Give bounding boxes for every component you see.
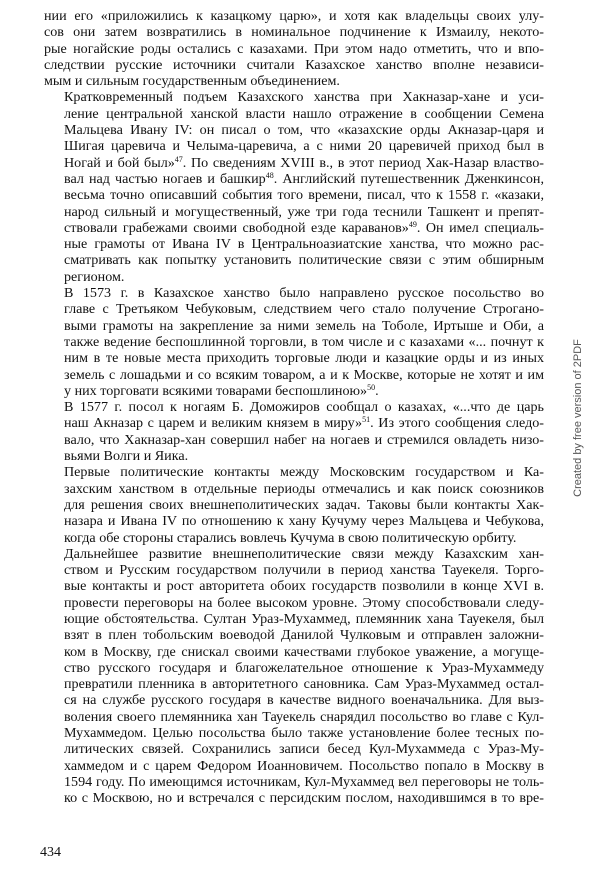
text-line: захским ханством в отдельные периоды отмечались и как поиск союзников	[64, 480, 544, 497]
text-line: ся на службе русского государя в качестве видного военачальника. Для выз-	[64, 692, 544, 709]
text-line: весьма точно описавший события того времени, писал, что к 1558 г. «казаки,	[64, 187, 544, 204]
footnote-ref: 48	[265, 170, 274, 180]
text-line: ством и Русским государством получили в период ханства Тауекеля. Торго-	[64, 562, 544, 579]
text-line: ствовали грабежами своими свободной езде караванов»$^{49}$. Он имел специаль-	[64, 219, 544, 236]
text-line: В 1573 г. в Казахское ханство было направлено русское посольство во	[64, 285, 544, 302]
text-line: вал над частью ногаев и башкир$^{48}$. Английский путешественник Дженкинсон,	[64, 170, 544, 187]
paragraph-3	[44, 285, 544, 399]
text-line: рые ногайские роды остались с казахами. При этом надо отметить, что и впо-	[44, 40, 544, 57]
text-line: провести переговоры на более высоком уровне. Этому способствовали следу-	[64, 594, 544, 611]
text-line: земель с лошадьми и со всяким товаром, а и к Москве, которые не хотят и им	[64, 366, 544, 383]
text-line: взят в плен тобольским воеводой Данилой Чулковым и отправлен заложни-	[64, 627, 544, 644]
text-line: вые контакты и рост авторитета обоих государств позволили в конце XVI в.	[64, 578, 544, 595]
text-line: ные грамоты от Ивана IV в Центральноазиатские ханства, что можно рас-	[64, 236, 544, 253]
text-line: Дальнейшее развитие внешнеполитические связи между Казахским хан-	[64, 545, 544, 562]
text-line: Мальцева Ивану IV: он писал о том, что «казахские орды Акназар-царя и	[64, 122, 544, 139]
text-line: выми грамоты на закрепление за ними земель на Тоболе, Иртыше и Оби, а	[64, 317, 544, 334]
text-line: Первые политические контакты между Московским государством и Ка-	[64, 464, 544, 481]
text-line: когда обе стороны старались вовлечь Кучума в свою политическую орбиту.	[64, 529, 517, 546]
text-line: Ногай и бой был»$^{47}$. По сведениям XVIII в., в этот период Хак-Назар властво-	[64, 154, 544, 171]
text-line: ним в те новые места приходить торговые люди и казацкие орды и из иных	[64, 350, 544, 367]
text-line: В 1577 г. посол к ногаям Б. Доможиров сообщал о казахах, «...что де царь	[64, 399, 544, 416]
text-line: регионом.	[64, 268, 125, 285]
paragraph-5	[44, 464, 544, 545]
text-line: Шигая царевича и Челыма-царевича, а с ними 20 царевичей приход был в	[64, 138, 544, 155]
paragraph-1	[44, 8, 544, 89]
text-line: для решения своих внешнеполитических задач. Таковы были контакты Хак-	[64, 496, 544, 513]
text-line: вьями Волги и Яика.	[64, 448, 189, 465]
text-line: хаммедом и с царем Федором Иоанновичем. Посольство попало в Москву в	[64, 757, 544, 774]
footnote-ref: 51	[362, 415, 371, 425]
text-line: 1594 году. По имеющимся источникам, Кул-Мухаммед вел переговоры не толь-	[64, 773, 544, 790]
text-line: воления своего племянника хан Тауекель снарядил посольство во главе с Кул-	[64, 708, 544, 725]
page-number: 434	[40, 845, 61, 860]
text-line: ющие обстоятельства. Султан Ураз-Мухаммед, племянник хана Тауекеля, был	[64, 610, 544, 627]
footnote-ref: 50	[367, 382, 376, 392]
text-line: Мухаммедом. Целью посольства было также установление более тесных по-	[64, 725, 544, 742]
text-line: сматривать как попытку установить политические связи с этим обширным	[64, 252, 544, 269]
watermark-text: Created by free version of 2PDF	[572, 339, 584, 497]
text-line: мым и сильным государственным объединением.	[44, 73, 340, 90]
text-line: вало, что Хакназар-хан совершил набег на ногаев и стремился овладеть низо-	[64, 431, 544, 448]
text-line: ко с Москвою, но и встречался с персидским послом, находившимся в то вре-	[64, 790, 544, 807]
footnote-ref: 49	[408, 219, 417, 229]
paragraph-4	[44, 399, 544, 464]
text-line: также ведение беспошлинной торговли, в том числе и с казахами «... почнут к	[64, 333, 544, 350]
text-line: сов они затем возвратились в номинальное подчинение к Измаилу, некото-	[44, 24, 544, 41]
text-line: Кратковременный подъем Казахского ханства при Хакназар-хане и уси-	[64, 89, 544, 106]
text-line: нии его «приложились к казацкому царю», и хотя как владельцы своих улу-	[44, 8, 544, 24]
paragraph-2	[44, 89, 544, 285]
text-line: наш Акназар с царем и великим князем в миру»$^{51}$. Из этого сообщения следо-	[64, 415, 544, 432]
text-line: ление центральной ханской власти нашло отражение в сообщении Семена	[64, 105, 544, 122]
text-line: ком в Москву, где снискал своими качествами глубокое уважение, а могуще-	[64, 643, 544, 660]
text-line: ство русского государя и благожелательное отношение к Ураз-Мухаммеду	[64, 659, 544, 676]
text-line: главе с Третьяком Чебуковым, следствием чего стало получение Строгано-	[64, 301, 544, 318]
text-line: народ сильный и могущественный, уже три года теснили Ташкент и препят-	[64, 203, 544, 220]
footnote-ref: 47	[174, 154, 183, 164]
text-line: назара и Ивана IV по отношению к хану Кучуму через Мальцева и Чебукова,	[64, 513, 544, 530]
text-line: превратили пленника в авторитетного сановника. Сам Ураз-Мухаммед остал-	[64, 676, 544, 693]
text-line: у них торговати всякими товарами беспошлиною»$^{50}$.	[64, 382, 379, 399]
text-line: литических связей. Сохранились записи бесед Кул-Мухаммеда с Ураз-Му-	[64, 741, 544, 758]
paragraph-6	[44, 546, 544, 807]
page-text	[44, 8, 544, 807]
text-line: следствии русские источники считали Казахское ханство вполне независи-	[44, 56, 544, 73]
